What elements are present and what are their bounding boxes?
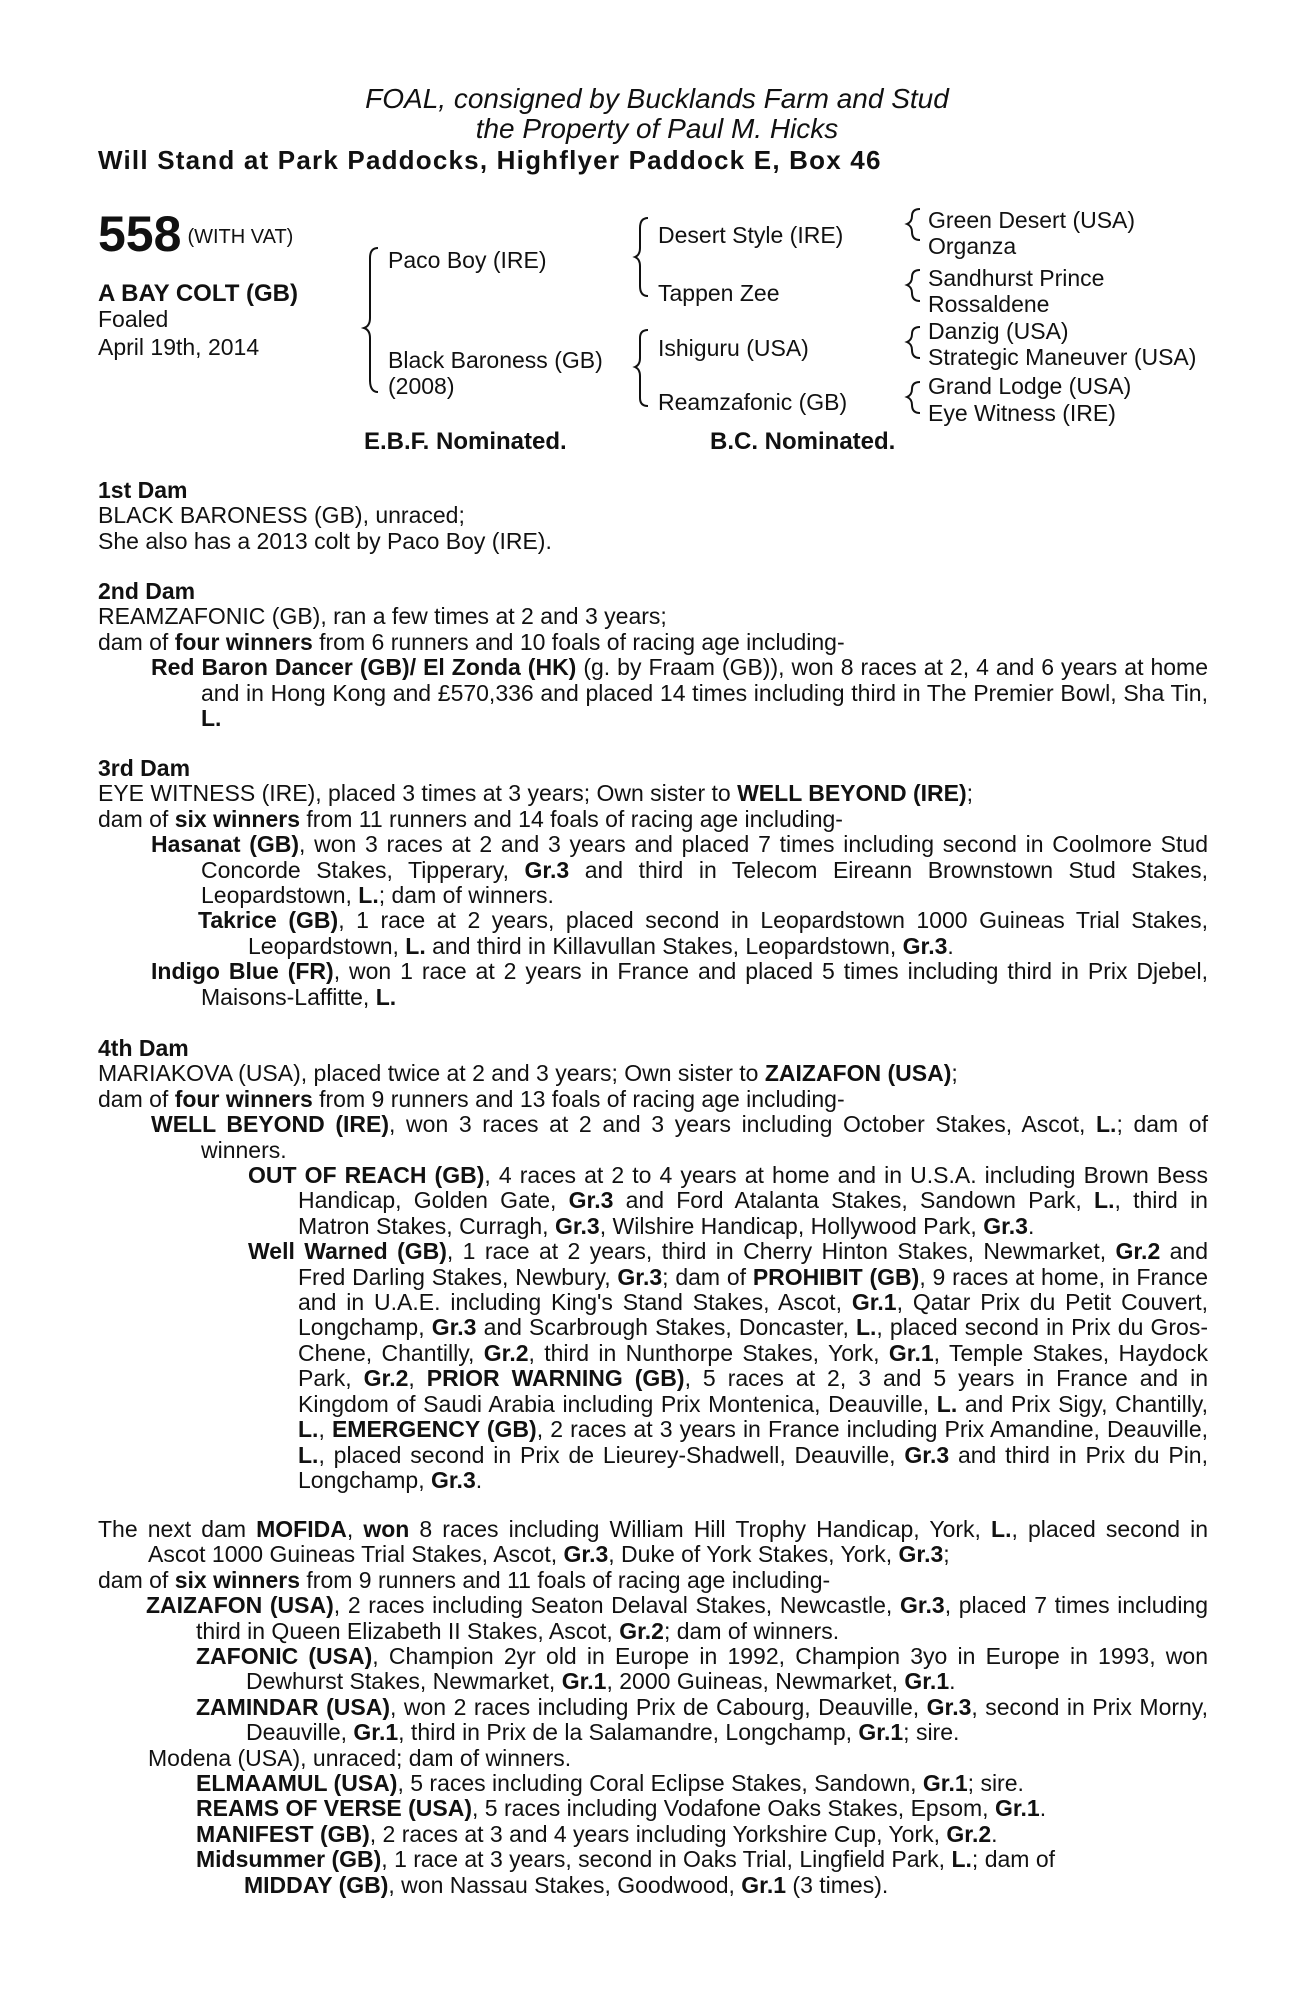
produce-record: Modena (USA), unraced; dam of winners. <box>148 1744 572 1771</box>
dam-name: Black Baroness (GB) <box>388 347 603 373</box>
produce-record: ELMAAMUL (USA), 5 races including Coral Eclipse Stakes, Sandown, Gr.1; sire. <box>196 1770 1024 1797</box>
next-dam-section <box>98 1517 1208 1898</box>
lot-title: A BAY COLT (GB) <box>98 280 299 307</box>
section-heading: 4th Dam <box>98 1035 189 1061</box>
dam-dam: Reamzafonic (GB) <box>658 389 848 415</box>
brace-ss <box>907 209 920 240</box>
produce-record: Red Baron Dancer (GB)/ El Zonda (HK) (g. by Fraam (GB)), won 8 races at 2, 4 and 6 years at home and in Hong Kong and £570,336 and placed 14 times including third in The Premier Bowl, Sha Tin, L. <box>151 654 1208 732</box>
dam-summary: dam of six winners from 11 runners and 14 foals of racing age including- <box>98 805 843 832</box>
consignor-line: FOAL, consigned by Bucklands Farm and Stud <box>365 83 949 114</box>
brace-main <box>364 248 378 392</box>
dam-summary: dam of four winners from 9 runners and 13 foals of racing age including- <box>98 1085 845 1112</box>
produce-record: MIDDAY (GB), won Nassau Stakes, Goodwood, Gr.1 (3 times). <box>244 1871 889 1898</box>
produce-record: WELL BEYOND (IRE), won 3 races at 2 and 3 years including October Stakes, Ascot, L.; dam of winners. <box>151 1111 1208 1163</box>
brace-dd <box>907 382 920 413</box>
dss-name: Danzig (USA) <box>928 318 1069 344</box>
dsd-name: Strategic Maneuver (USA) <box>928 344 1197 370</box>
sire-sire: Desert Style (IRE) <box>658 222 844 248</box>
dam-summary: dam of six winners from 9 runners and 11 foals of racing age including- <box>98 1566 831 1593</box>
section-heading: 3rd Dam <box>98 755 191 781</box>
dam-sire: Ishiguru (USA) <box>658 335 809 361</box>
property-line: the Property of Paul M. Hicks <box>475 113 839 144</box>
third-dam-section <box>98 756 1208 1010</box>
foaled-date: April 19th, 2014 <box>98 334 260 360</box>
produce-record: ZAIZAFON (USA), 2 races including Seaton Delaval Stakes, Newcastle, Gr.3, placed 7 times including third in Queen Elizabeth II Stakes, Ascot, Gr.2; dam of winners. <box>146 1592 1209 1644</box>
vat-label: (WITH VAT) <box>187 226 294 249</box>
dam-line: REAMZAFONIC (GB), ran a few times at 2 and 3 years; <box>98 603 667 630</box>
sss-name: Green Desert (USA) <box>928 207 1136 233</box>
dam-line: She also has a 2013 colt by Paco Boy (IRE). <box>98 527 552 554</box>
next-dam-line: The next dam MOFIDA, won 8 races including William Hill Trophy Handicap, York, L., placed second in Ascot 1000 Guineas Trial Stakes, Ascot, Gr.3, Duke of York Stakes, York, Gr.3; <box>98 1516 1209 1568</box>
sds-name: Sandhurst Prince <box>928 265 1105 291</box>
foaled-label: Foaled <box>98 306 169 332</box>
produce-record: Indigo Blue (FR), won 1 race at 2 years in France and placed 5 times including third in Prix Djebel, Maisons-Laffitte, L. <box>151 958 1209 1010</box>
second-dam-section <box>98 579 1208 731</box>
dam-year: (2008) <box>388 373 455 399</box>
fourth-dam-section <box>98 1036 1208 1493</box>
ssd-name: Organza <box>928 233 1017 259</box>
brace-dam <box>635 330 648 406</box>
ebf-nominated: E.B.F. Nominated. <box>364 428 567 455</box>
produce-record: REAMS OF VERSE (USA), 5 races including Vodafone Oaks Stakes, Epsom, Gr.1. <box>196 1795 1047 1822</box>
first-dam-section <box>98 478 1208 554</box>
dam-line: EYE WITNESS (IRE), placed 3 times at 3 years; Own sister to WELL BEYOND (IRE); <box>98 780 974 807</box>
produce-record: Takrice (GB), 1 race at 2 years, placed second in Leopardstown 1000 Guineas Trial Stakes, Leopardstown, L. and third in Killavullan Stakes, Leopardstown, Gr.3. <box>198 907 1208 959</box>
lot-number: 558 (WITH VAT) <box>98 206 294 262</box>
dam-summary: dam of four winners from 6 runners and 10 foals of racing age including- <box>98 628 845 655</box>
section-heading: 1st Dam <box>98 477 188 503</box>
produce-record: MANIFEST (GB), 2 races at 3 and 4 years including Yorkshire Cup, York, Gr.2. <box>196 1820 998 1847</box>
brace-sd <box>907 270 920 301</box>
sire-dam: Tappen Zee <box>658 280 780 306</box>
ddd-name: Eye Witness (IRE) <box>928 400 1116 426</box>
brace-ds <box>907 327 920 358</box>
dam-line: MARIAKOVA (USA), placed twice at 2 and 3 years; Own sister to ZAIZAFON (USA); <box>98 1060 958 1087</box>
sdd-name: Rossaldene <box>928 291 1050 317</box>
dds-name: Grand Lodge (USA) <box>928 373 1132 399</box>
produce-record: Well Warned (GB), 1 race at 2 years, third in Cherry Hinton Stakes, Newmarket, Gr.2 and Fred Darling Stakes, Newbury, Gr.3; dam of PROHIBIT (GB), 9 races at home, in France and in U.A.E. including King's Stand Stakes, Ascot, Gr.1, Qatar Prix du Petit Couvert, Longchamp, Gr.3 and Scarbrough Stakes, Doncaster, L., placed second in Prix du Gros-Chene, Chantilly, Gr.2, third in Nunthorpe Stakes, York, Gr.1, Temple Stakes, Haydock Park, Gr.2, PRIOR WARNING (GB), 5 races at 2, 3 and 5 years in France and in Kingdom of Saudi Arabia including Prix Montenica, Deauville, L. and Prix Sigy, Chantilly, L., EMERGENCY (GB), 2 races at 3 years in France including Prix Amandine, Deauville, L., placed second in Prix de Lieurey-Shadwell, Deauville, Gr.3 and third in Prix du Pin, Longchamp, Gr.3. <box>248 1238 1209 1493</box>
produce-record: Hasanat (GB), won 3 races at 2 and 3 years and placed 7 times including second in Coolmore Stud Concorde Stakes, Tipperary, Gr.3 and third in Telecom Eireann Brownstown Stud Stakes, Leopardstown, L.; dam of winners. <box>151 831 1208 909</box>
produce-record: Midsummer (GB), 1 race at 3 years, second in Oaks Trial, Lingfield Park, L.; dam of <box>196 1846 1056 1873</box>
sire-name: Paco Boy (IRE) <box>388 247 547 273</box>
produce-record: ZAMINDAR (USA), won 2 races including Prix de Cabourg, Deauville, Gr.3, second in Prix Morny, Deauville, Gr.1, third in Prix de la Salamandre, Longchamp, Gr.1; sire. <box>196 1693 1208 1746</box>
produce-record: ZAFONIC (USA), Champion 2yr old in Europe in 1992, Champion 3yo in Europe in 1993, won Dewhurst Stakes, Newmarket, Gr.1, 2000 Guineas, Newmarket, Gr.1. <box>196 1643 1208 1695</box>
section-heading: 2nd Dam <box>98 578 196 604</box>
brace-sire <box>635 218 648 296</box>
stand-line: Will Stand at Park Paddocks, Highflyer Paddock E, Box 46 <box>98 145 882 175</box>
bc-nominated: B.C. Nominated. <box>710 428 896 455</box>
dam-line: BLACK BARONESS (GB), unraced; <box>98 502 465 529</box>
produce-record: OUT OF REACH (GB), 4 races at 2 to 4 years at home and in U.S.A. including Brown Bess Handicap, Golden Gate, Gr.3 and Ford Atalanta Stakes, Sandown Park, L., third in Matron Stakes, Curragh, Gr.3, Wilshire Handicap, Hollywood Park, Gr.3. <box>248 1162 1208 1239</box>
